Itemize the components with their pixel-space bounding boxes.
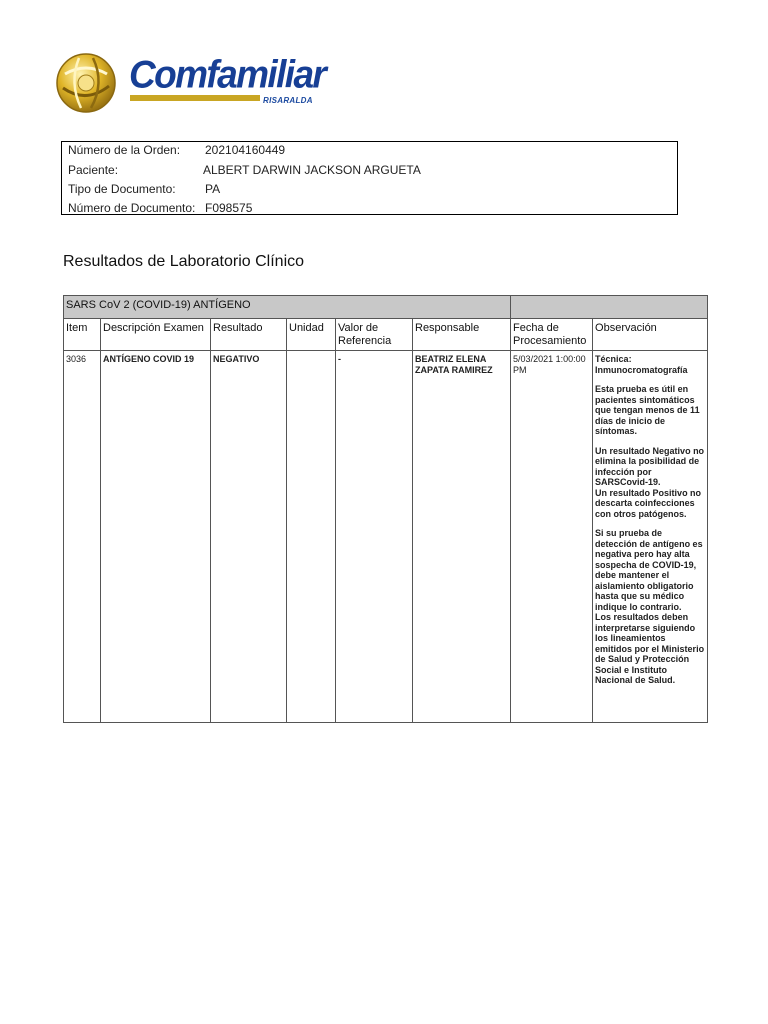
group-header-row — [64, 296, 708, 319]
order-value: 202104160449 — [205, 143, 286, 157]
cell-unidad — [287, 351, 336, 723]
col-header-unidad: Unidad — [287, 319, 336, 351]
cell-fecha: 5/03/2021 1:00:00 PM — [511, 351, 593, 723]
cell-observacion — [593, 351, 708, 723]
doc-type-value: PA — [205, 182, 221, 196]
cell-descripcion: ANTÍGENO COVID 19 — [101, 351, 211, 723]
logo-wordmark: Comfamiliar — [129, 52, 326, 96]
table-row — [64, 351, 708, 723]
cell-responsable: BEATRIZ ELENA ZAPATA RAMIREZ — [413, 351, 511, 723]
obs-negativo: Un resultado Negativo no elimina la posibilidad de infección por SARSCovid-19. — [595, 445, 705, 487]
obs-utilidad: Esta prueba es útil en pacientes sintomáticos que tengan menos de 11 días de inicio de síntomas. — [595, 384, 700, 436]
col-header-observacion: Observación — [593, 319, 708, 351]
globe-logo-icon — [55, 52, 117, 114]
col-header-valor-referencia: Valor de Referencia — [336, 319, 413, 351]
doc-type-label: Tipo de Documento: — [68, 182, 176, 196]
col-header-fecha: Fecha de Procesamiento — [511, 319, 593, 351]
logo-subtitle: RISARALDA — [263, 96, 313, 105]
comfamiliar-logo — [55, 52, 335, 118]
col-header-item: Item — [64, 319, 101, 351]
order-label: Número de la Orden: — [68, 143, 181, 157]
obs-tecnica: Técnica: Inmunocromatografía — [595, 354, 688, 375]
col-header-descripcion: Descripción Examen — [101, 319, 211, 351]
section-title: Resultados de Laboratorio Clínico — [63, 253, 305, 270]
col-header-responsable: Responsable — [413, 319, 511, 351]
col-header-resultado: Resultado — [211, 319, 287, 351]
group-header: SARS CoV 2 (COVID-19) ANTÍGENO — [64, 296, 511, 319]
group-header-blank — [511, 296, 708, 319]
obs-aislamiento: Si su prueba de detección de antígeno es negativa pero hay alta sospecha de COVID-19, debe mantener el aislamiento obligatorio hasta que su médico indique lo contrario. — [595, 528, 703, 612]
column-header-row — [64, 319, 708, 351]
cell-valor-referencia: - — [336, 351, 413, 723]
cell-resultado: NEGATIVO — [211, 351, 287, 723]
patient-info-box — [61, 141, 678, 215]
patient-value: ALBERT DARWIN JACKSON ARGUETA — [203, 163, 421, 177]
patient-label: Paciente: — [68, 163, 119, 177]
obs-positivo: Un resultado Positivo no descarta coinfecciones con otros patógenos. — [595, 487, 702, 519]
doc-number-label: Número de Documento: — [68, 201, 196, 215]
doc-number-value: F098575 — [205, 201, 253, 215]
cell-item: 3036 — [64, 351, 101, 723]
results-table — [63, 295, 708, 723]
obs-lineamientos: Los resultados deben interpretarse siguiendo los lineamientos emitidos por el Ministerio de Salud y Protección Social e Instituto Nacional de Salud. — [595, 612, 705, 685]
